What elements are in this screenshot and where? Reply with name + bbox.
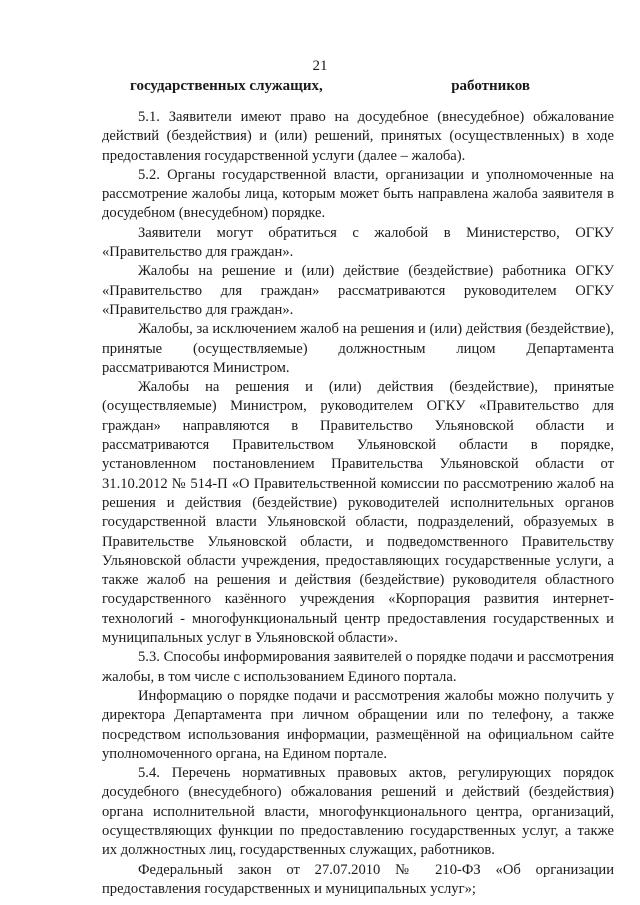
heading-right-text: работников xyxy=(451,78,530,94)
paragraph: Федеральный закон от 27.07.2010 № 210-ФЗ «Об организации предоставления государственных и муниципальных услуг»; xyxy=(102,861,614,897)
heading-left-text: государственных служащих, xyxy=(130,78,323,94)
page-number: 21 xyxy=(312,58,328,74)
document-body xyxy=(102,108,614,899)
continued-heading xyxy=(102,78,530,98)
paragraph-5-2: 5.2. Органы государственной власти, организации и уполномоченные на рассмотрение жалобы лица, которым может быть направлена жалоба заявителя в досудебном (внесудебном) порядке. xyxy=(102,166,614,222)
paragraph-5-1: 5.1. Заявители имеют право на досудебное (внесудебное) обжалование действий (бездействия) и (или) решений, принятых (осуществленных) в ходе предоставления государственной услуги (далее – жалоба). xyxy=(102,109,614,164)
paragraph: Жалобы на решения и (или) действия (бездействие), принятые (осуществляемые) Министром, руководителем ОГКУ «Правительство для граждан» направляются в Правительство Ульяновской области и рассматриваются Правительством Ульяновской области в порядке, установленном постановлением Правительства Ульяновской области от 31.10.2012 № 514-П «О Правительственной комиссии по рассмотрению жалоб на решения и действия (бездействие) руководителей исполнительных органов государственной власти Ульяновской области, подразделений, образуемых в Правительстве Ульяновской области, и подведомственного Правительству Ульяновской области учреждения, предоставляющих государственные услуги, а также жалоб на решения и действия (бездействие) руководителя областного государственного казённого учреждения «Корпорация развития интернет-технологий - многофункциональный центр предоставления государственных и муниципальных услуг в Ульяновской области». xyxy=(102,379,614,647)
paragraph: Информацию о порядке подачи и рассмотрения жалобы можно получить у директора Департамента при личном обращении или по телефону, а также посредством использования информации, размещённой на официальном сайте уполномоченного органа, на Едином портале. xyxy=(102,687,614,762)
paragraph: Заявители могут обратиться с жалобой в Министерство, ОГКУ «Правительство для граждан». xyxy=(102,224,614,261)
paragraph-5-4: 5.4. Перечень нормативных правовых актов, регулирующих порядок досудебного (внесудебного) обжалования решений и действий (бездействия) органа исполнительной власти, многофункционального центра, организаций, осуществляющих функции по предоставлению государственных услуг, а также их должностных лиц, государственных служащих, работников. xyxy=(102,765,614,859)
paragraph: Жалобы на решение и (или) действие (бездействие) работника ОГКУ «Правительство для граждан» рассматриваются руководителем ОГКУ «Правительство для граждан». xyxy=(102,263,614,318)
paragraph: Жалобы, за исключением жалоб на решения и (или) действия (бездействие), принятые (осуществляемые) должностным лицом Департамента рассматриваются Министром. xyxy=(102,321,614,376)
paragraph-5-3: 5.3. Способы информирования заявителей о порядке подачи и рассмотрения жалобы, в том числе с использованием Единого портала. xyxy=(102,649,614,685)
